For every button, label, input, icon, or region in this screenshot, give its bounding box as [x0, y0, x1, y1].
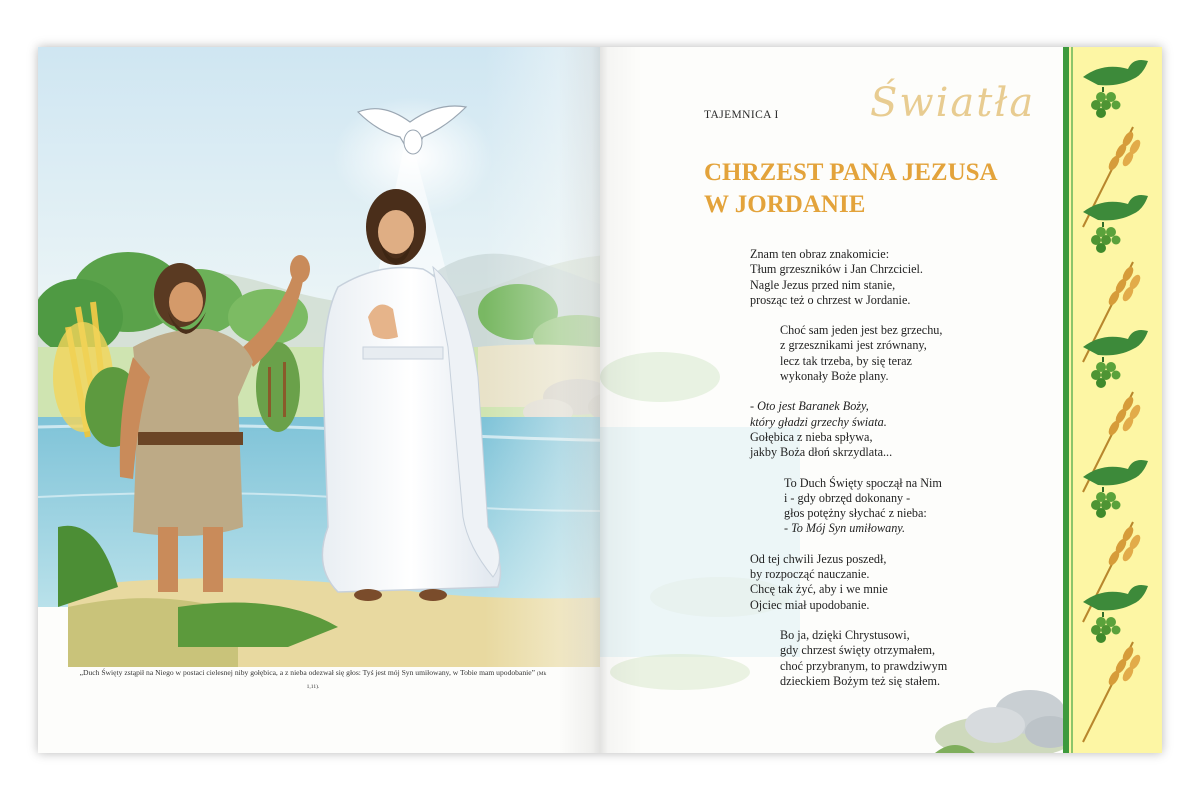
poem-stanza-2 [750, 323, 1050, 384]
title-line-1: CHRZEST PANA JEZUSA [704, 159, 998, 186]
illustration-caption [78, 667, 548, 693]
poem-line: głos potężny słychać z nieba: [784, 506, 927, 521]
poem-line: który gładzi grzechy świata. [750, 414, 887, 429]
mystery-script-title: Światła [870, 80, 1036, 126]
poem [750, 247, 1050, 704]
dash: - [784, 521, 792, 536]
poem-line: dzieckiem Bożym też się stałem. [780, 673, 941, 688]
rocks-decoration [915, 667, 1075, 753]
poem-line: Choć sam jeden jest bez grzechu, [780, 323, 943, 338]
poem-stanza-5 [750, 552, 1050, 613]
poem-line: Nagle Jezus przed nim stanie, [750, 277, 896, 292]
vine-border-ornament [1073, 47, 1162, 753]
quote-italic: Oto jest Baranek Boży, [757, 399, 869, 414]
right-page [600, 47, 1162, 753]
poem-line [784, 521, 1050, 536]
poem-stanza-1 [750, 247, 1050, 308]
poem-line: Chcę tak żyć, aby i we mnie [750, 582, 888, 597]
poem-line: i - gdy obrzęd dokonany - [784, 490, 911, 505]
page-title [704, 157, 998, 221]
poem-line: prosząc też o chrzest w Jordanie. [750, 292, 911, 307]
caption-text: „Duch Święty zstąpił na Niego w postaci cielesnej niby gołębica, a z nieba odezwał się głos: Tyś jest mój Syn umiłowany, w Tobie mam upodobanie” [79, 668, 535, 677]
left-page [38, 47, 600, 753]
poem-stanza-3 [750, 399, 1050, 460]
book-spread [38, 47, 1162, 753]
baptism-illustration [38, 47, 600, 667]
border-green-line [1063, 47, 1069, 753]
poem-line: choć przybranym, to prawdziwym [780, 658, 948, 673]
poem-line: by rozpocząć nauczanie. [750, 567, 870, 582]
title-line-2: W JORDANIE [704, 191, 866, 218]
poem-line: Od tej chwili Jezus poszedł, [750, 551, 887, 566]
poem-line: wykonały Boże plany. [780, 369, 889, 384]
caption-reference: (Mk 1,11). [306, 671, 547, 690]
poem-line: Ojciec miał upodobanie. [750, 597, 870, 612]
poem-line: Tłum grzeszników i Jan Chrzciciel. [750, 262, 923, 277]
quote-italic: To Mój Syn umiłowany. [791, 521, 906, 536]
poem-line: lecz tak trzeba, by się teraz [780, 353, 912, 368]
poem-line: z grzesznikami jest zrównany, [780, 338, 927, 353]
poem-line: gdy chrzest święty otrzymałem, [780, 643, 936, 658]
dash: - [750, 399, 758, 414]
poem-line: Znam ten obraz znakomicie: [750, 247, 890, 261]
poem-line [750, 399, 1050, 414]
poem-line: Gołębica z nieba spływa, [750, 429, 873, 444]
poem-line: Bo ja, dzięki Chrystusowi, [780, 627, 910, 642]
mystery-label: TAJEMNICA I [704, 109, 779, 121]
poem-line: jakby Boża dłoń skrzydlata... [750, 445, 893, 460]
poem-stanza-4 [750, 476, 1050, 537]
poem-line: To Duch Święty spoczął na Nim [784, 475, 942, 490]
